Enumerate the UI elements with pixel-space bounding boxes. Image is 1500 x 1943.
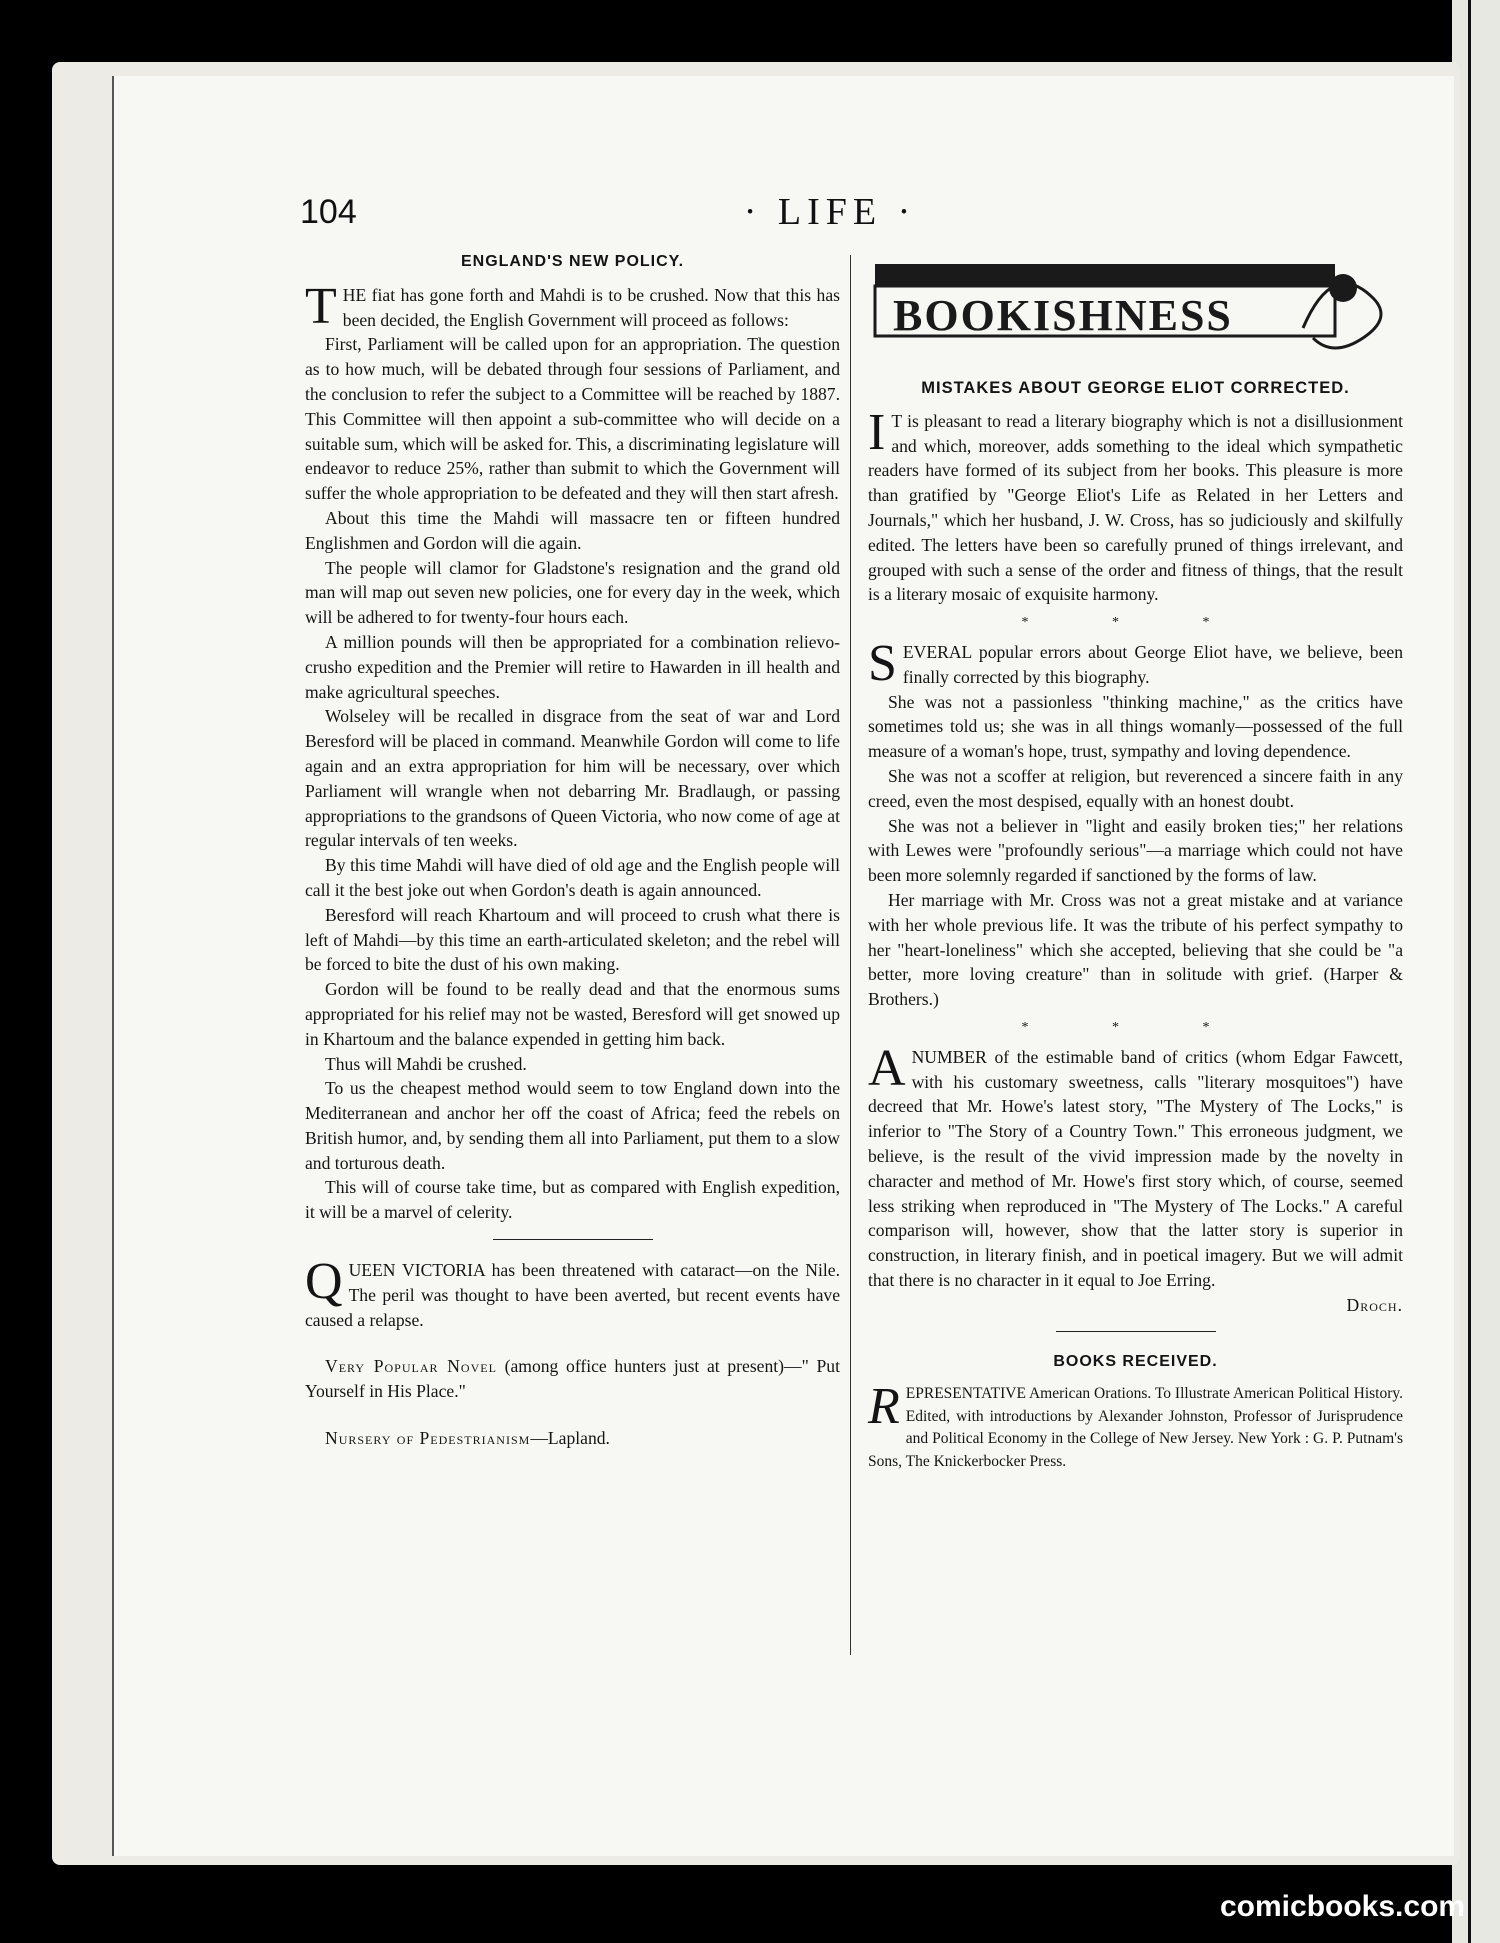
signature: Droch. xyxy=(1346,1294,1403,1315)
banner-bar xyxy=(875,264,1335,286)
right-column xyxy=(868,258,1403,1473)
nursery-text: —Lapland. xyxy=(530,1428,610,1449)
books-received-title: BOOKS RECEIVED. xyxy=(1053,1353,1218,1371)
bookishness-banner xyxy=(868,258,1403,368)
intro-paragraph xyxy=(305,277,840,335)
paragraph: Wolseley will be recalled in disgrace from the seat of war and Lord Beresford will be placed in command. Meanwhile Gordon will come to life again and an extra appropriation for him will be necessary, over which Parliament will wrangle when not debarring Mr. Bradlaugh, or passing appropriations to the grandsons of Queen Victoria, who now come of age at regular intervals of ten weeks. xyxy=(305,706,840,851)
banner-ornament xyxy=(873,258,1393,366)
eliot-paragraph-6: Her marriage with Mr. Cross was not a great mistake and at variance with her whole previous life. It was the tribute of his perfect sympathy to her "heart-loneliness" which she accepted, believing that she could be "a better, more loving creature" than in solitude with grief. (Harper & Brothers.) xyxy=(868,889,1403,1010)
drop-cap: S xyxy=(868,634,897,692)
books-text: EPRESENTATIVE American Orations. To Illustrate American Political History. Edited, with introductions by Alexander Johnston, Professor of Jurisprudence and Political Economy in the College of New Jersey. New York : G. P. Putnam's Sons, The Knickerbocker Press. xyxy=(868,1385,1403,1470)
masthead-title: · LIFE · xyxy=(743,191,917,233)
drop-cap: A xyxy=(868,1039,906,1097)
column-divider xyxy=(850,255,851,1655)
queen-paragraph xyxy=(305,1253,840,1332)
paragraph: By this time Mahdi will have died of old age and the English people will call it the best joke out when Gordon's death is again announced. xyxy=(305,855,840,900)
section-stars: * * * xyxy=(1021,615,1250,631)
eliot-paragraph-2 xyxy=(868,634,1403,692)
paragraph: This will of course take time, but as compared with English expedition, it will be a marvel of celerity. xyxy=(305,1177,840,1223)
eliot-paragraph-1 xyxy=(868,403,1403,607)
paragraph: The people will clamor for Gladstone's resignation and the grand old man will map out seven new policies, one for every day in the week, which will be adhered to for twenty-four hours each. xyxy=(305,557,840,628)
drop-cap: Q xyxy=(305,1253,343,1311)
novel-text: (among office hunters just at present)—" Put Yourself in His Place." xyxy=(305,1356,840,1402)
paragraph: Thus will Mahdi be crushed. xyxy=(325,1053,527,1074)
eliot-text-2: EVERAL popular errors about George Eliot have, we believe, been finally corrected by this biography. xyxy=(902,641,1403,687)
novel-label: Very Popular Novel xyxy=(325,1356,497,1377)
books-paragraph xyxy=(868,1378,1403,1473)
intro-text: HE fiat has gone forth and Mahdi is to be crushed. Now that this has been decided, the English Government will proceed as follows: xyxy=(342,284,840,330)
section-rule xyxy=(1056,1331,1216,1332)
paragraph: To us the cheapest method would seem to tow England down into the Mediterranean and anchor her off the coast of Africa; feed the rebels on British humor, and, by sending them all into Parliament, put them to a slow and torturous death. xyxy=(305,1078,840,1173)
eliot-paragraph-3: She was not a passionless "thinking machine," as the critics have sometimes told us; she was in all things womanly—possessed of the full measure of a woman's hope, trust, sympathy and loving dependence. xyxy=(868,691,1403,762)
eliot-paragraph-4: She was not a scoffer at religion, but reverenced a sincere faith in any creed, even the most despised, equally with an honest doubt. xyxy=(868,765,1403,811)
paragraph: Gordon will be found to be really dead and that the enormous sums appropriated for his relief may not be wasted, Beresford will get snowed up in Khartoum and the balance expended in getting him back. xyxy=(305,979,840,1049)
queen-text: UEEN VICTORIA has been threatened with cataract—on the Nile. The peril was thought to have been averted, but recent events have caused a relapse. xyxy=(305,1260,840,1330)
nursery-label: Nursery of Pedestrianism xyxy=(325,1428,531,1449)
nursery-paragraph xyxy=(305,1426,840,1451)
left-column xyxy=(305,250,840,1451)
novel-paragraph xyxy=(305,1354,840,1404)
banner-text: BOOKISHNESS xyxy=(893,291,1233,340)
section-stars: * * * xyxy=(1021,1019,1250,1035)
watermark: comicbooks.com xyxy=(1220,1890,1466,1923)
article-title: ENGLAND'S NEW POLICY. xyxy=(460,253,685,270)
paragraph: About this time the Mahdi will massacre ten or fifteen hundred Englishmen and Gordon will die again. xyxy=(305,507,840,553)
scan-edge-line xyxy=(1468,0,1471,1943)
eliot-text-1: T is pleasant to read a literary biography which is not a disillusionment and which, moreover, adds something to the ideal which sympathetic readers have formed of its subject from her books. This pleasure is more than gratified by "George Eliot's Life as Related in her Letters and Journals," which her husband, J. W. Cross, has so judiciously and skilfully edited. The letters have been so carefully pruned of things irrelevant, and grouped with such a sense of the order and fitness of things, that the result is a literary mosaic of exquisite harmony. xyxy=(868,410,1403,605)
paragraph: First, Parliament will be called upon for an appropriation. The question as to how much, will be debated through four sessions of Parliament, and the conclusion to refer the subject to a Committee will be reached by 1887. This Committee will then appoint a sub-committee who will decide on a suitable sum, which will be asked for. This, a discriminating legislature will endeavor to reduce 25%, rather than submit to which the Government will suffer the whole appropriation to be defeated and they will then start afresh. xyxy=(305,334,840,504)
paragraph: Beresford will reach Khartoum and will proceed to crush what there is left of Mahdi—by this time an earth-articulated skeleton; and the rebel will be forced to bite the dust of his own making. xyxy=(305,904,840,975)
cherub-head xyxy=(1329,274,1357,302)
drop-cap: I xyxy=(868,403,886,461)
paragraph: A million pounds will then be appropriated for a combination relievo-crusho expedition and the Premier will retire to Hawarden in ill health and make agricultural speeches. xyxy=(305,631,840,702)
article-title: MISTAKES ABOUT GEORGE ELIOT CORRECTED. xyxy=(921,379,1350,397)
page-number: 104 xyxy=(300,193,357,231)
howe-paragraph xyxy=(868,1039,1403,1293)
section-rule xyxy=(493,1239,653,1240)
drop-cap: R xyxy=(868,1378,900,1436)
books-received xyxy=(868,1378,1403,1473)
drop-cap: T xyxy=(305,277,337,335)
eliot-paragraph-5: She was not a believer in "light and easily broken ties;" her relations with Lewes were "profoundly serious"—a marriage which could not have been more solemnly regarded if sanctioned by the forms of law. xyxy=(868,815,1403,886)
howe-text: NUMBER of the estimable band of critics (whom Edgar Fawcett, with his customary sweetness, calls "literary mosquitoes") have decreed that Mr. Howe's latest story, "The Mystery of The Locks," is inferior to "The Story of a Country Town." This erroneous judgment, we believe, is the result of the vivid impression made by the novelty in character and method of Mr. Howe's first story which, of course, seemed less striking when reproduced in "The Mystery of The Locks." A careful comparison will, however, show that the latter story is superior in construction, in literary finish, and in poetical imagery. But we will admit that there is no character in it equal to Joe Erring. xyxy=(868,1046,1403,1290)
